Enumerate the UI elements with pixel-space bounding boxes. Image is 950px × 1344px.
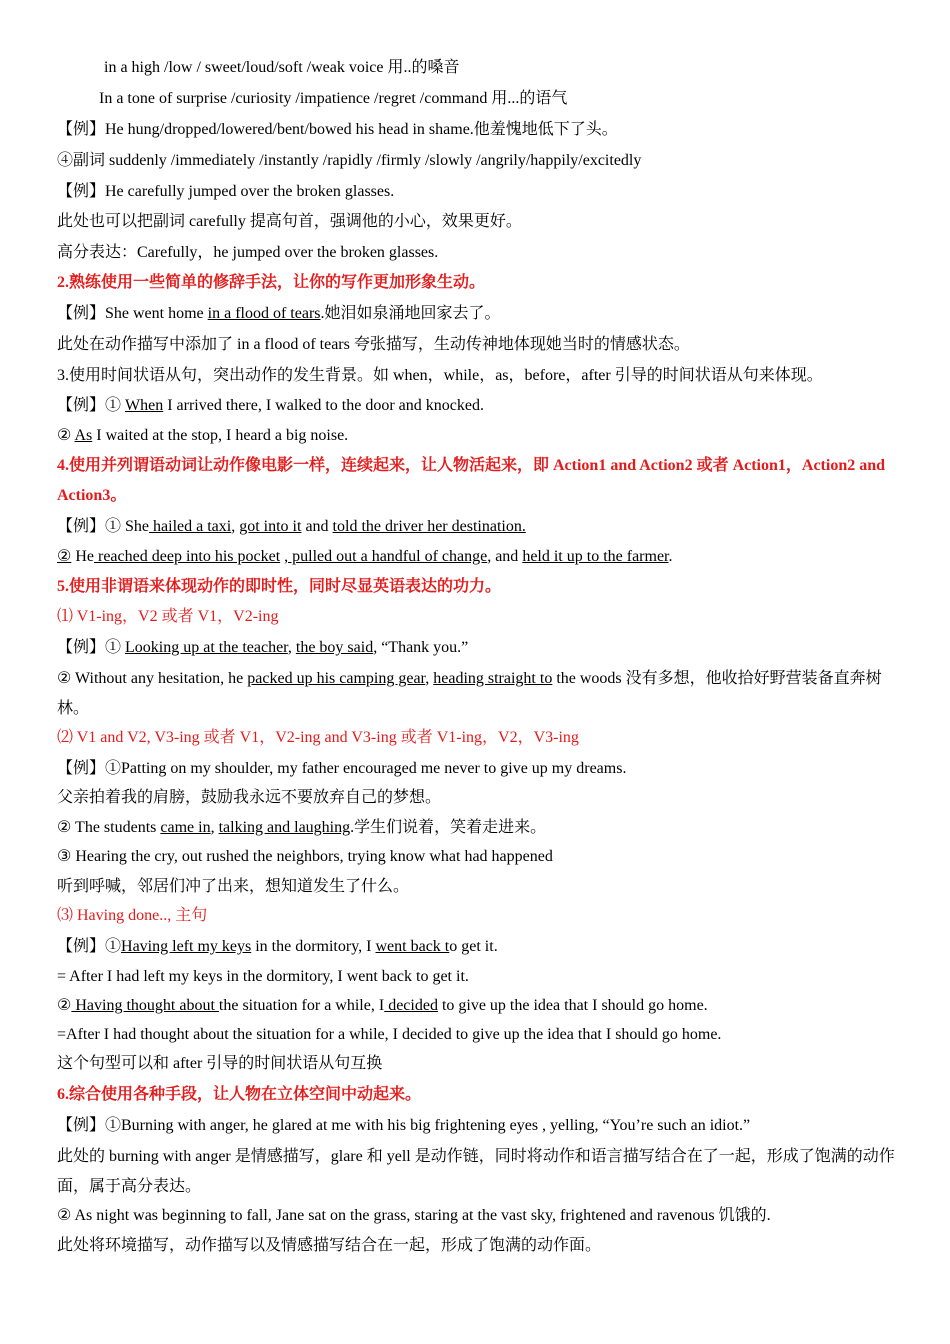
- text-segment: ② Without any hesitation, he: [57, 670, 248, 687]
- example-as-line: [57, 421, 897, 451]
- text-segment: 【例】①: [57, 639, 126, 656]
- underlined-phrase: talking and laughing: [218, 819, 351, 836]
- subsection-3-heading: ⑶ Having done.., 主句: [57, 907, 208, 924]
- thought-equivalent-line: =After I had thought about the situation for a while, I decided to give up the idea that I should go home.: [57, 1026, 722, 1043]
- text-segment: 【例】①: [57, 938, 122, 955]
- underlined-phrase: went back t: [375, 938, 450, 955]
- text-segment: , and: [487, 548, 523, 565]
- anger-note-line: 此处的 burning with anger 是情感描写，glare 和 yell 是动作链，同时将动作和语言描写结合在了一起，形成了饱满的动作面，属于高分表达。: [57, 1148, 895, 1195]
- text-segment: 【例】① She: [57, 518, 150, 535]
- section-5-heading: 5.使用非谓语来体现动作的即时性，同时尽显英语表达的功力。: [57, 578, 502, 595]
- keys-equivalent-line: = After I had left my keys in the dormitory, I went back to get it.: [57, 968, 469, 985]
- section-2-heading: 2.熟练使用一些简单的修辞手法，让你的写作更加形象生动。: [57, 274, 486, 291]
- text-segment: the situation for a while, I: [218, 997, 385, 1014]
- interchange-note-line: 这个句型可以和 after 引导的时间状语从句互换: [57, 1055, 383, 1072]
- underlined-phrase: told the driver her destination.: [332, 518, 526, 535]
- text-segment: ,: [425, 670, 434, 687]
- example-students-line: [57, 813, 897, 843]
- text-segment: ②: [57, 427, 75, 444]
- night-note-line: 此处将环境描写，动作描写以及情感描写结合在一起，形成了饱满的动作面。: [57, 1237, 602, 1254]
- underlined-phrase: got into it: [239, 518, 302, 535]
- adverb-list-line: ④副词 suddenly /immediately /instantly /rapidly /firmly /slowly /angrily/happily/excitedly: [57, 152, 642, 169]
- example-neighbors-line: ③ Hearing the cry, out rushed the neighbors, trying know what had happened: [57, 848, 553, 865]
- example-teacher-line: [57, 633, 897, 663]
- text-segment: in the dormitory, I: [251, 938, 376, 955]
- text-segment: ②: [57, 997, 72, 1014]
- flood-note-line: 此处在动作描写中添加了 in a flood of tears 夸张描写，生动传神地体现她当时的情感状态。: [57, 336, 690, 353]
- underlined-phrase: held it up to the farmer: [522, 548, 669, 565]
- example-carefully-line: 【例】He carefully jumped over the broken glasses.: [57, 183, 395, 200]
- shoulder-translation-line: 父亲拍着我的肩膀，鼓励我永远不要放弃自己的梦想。: [57, 789, 442, 806]
- underlined-phrase: Looking up at the teacher: [125, 639, 288, 656]
- text-segment: to give up the idea that I should go home.: [437, 997, 708, 1014]
- text-segment: I waited at the stop, I heard a big noise.: [92, 427, 349, 444]
- section-3-heading: 3.使用时间状语从句，突出动作的发生背景。如 when，while，as，before，after 引导的时间状语从句来体现。: [57, 367, 823, 384]
- example-keys-line: [57, 932, 897, 962]
- example-pocket-line: [57, 542, 897, 572]
- text-segment: ,: [210, 819, 219, 836]
- underlined-phrase: in a flood of tears: [207, 305, 321, 322]
- text-segment: the woods 没有多想，他收拾好野营装备直奔树林。: [57, 670, 882, 717]
- text-segment: I arrived there, I walked to the door and knocked.: [163, 397, 484, 414]
- adverb-note-line: 此处也可以把副词 carefully 提高句首，强调他的小心，效果更好。: [57, 213, 522, 230]
- underlined-phrase: Having left my keys: [121, 938, 252, 955]
- text-segment: o get it.: [449, 938, 498, 955]
- text-segment: ② The students: [57, 819, 161, 836]
- high-score-line: 高分表达：Carefully，he jumped over the broken glasses.: [57, 244, 439, 261]
- subsection-2-heading: ⑵ V1 and V2, V3-ing 或者 V1，V2-ing and V3-ing 或者 V1-ing，V2，V3-ing: [57, 729, 579, 746]
- underlined-phrase: reached deep into his pocket: [94, 548, 281, 565]
- text-segment: ,: [231, 518, 240, 535]
- underlined-phrase: heading straight to: [433, 670, 553, 687]
- example-thought-line: [57, 991, 897, 1021]
- text-segment: , “Thank you.”: [373, 639, 469, 656]
- example-flood-line: [57, 299, 897, 329]
- neighbors-translation-line: 听到呼喊，邻居们冲了出来，想知道发生了什么。: [57, 878, 410, 895]
- underlined-phrase: , pulled out a handful of change: [284, 548, 488, 565]
- underlined-phrase: packed up his camping gear: [247, 670, 426, 687]
- text-segment: 【例】She went home: [57, 305, 208, 322]
- subsection-1-heading: ⑴ V1-ing，V2 或者 V1，V2-ing: [57, 608, 279, 625]
- example-camping-line: [57, 664, 897, 724]
- section-4-heading: 4.使用并列谓语动词让动作像电影一样，连续起来，让人物活起来，即 Action1 and Action2 或者 Action1，Action2 and Action3。: [57, 457, 886, 504]
- text-segment: .: [668, 548, 673, 565]
- underlined-phrase: ②: [57, 548, 72, 565]
- underlined-phrase: the boy said: [295, 639, 374, 656]
- underlined-phrase: came in: [160, 819, 211, 836]
- underlined-phrase: hailed a taxi: [149, 518, 232, 535]
- underlined-phrase: decided: [384, 997, 438, 1014]
- underlined-phrase: Having thought about: [71, 997, 219, 1014]
- example-shoulder-line: 【例】①Patting on my shoulder, my father encouraged me never to give up my dreams.: [57, 760, 627, 777]
- example-head-line: 【例】He hung/dropped/lowered/bent/bowed his head in shame.他羞愧地低下了头。: [57, 121, 618, 138]
- underlined-phrase: When: [125, 397, 164, 414]
- text-segment: ,: [287, 639, 296, 656]
- text-segment: 【例】①: [57, 397, 126, 414]
- text-segment: He: [71, 548, 94, 565]
- example-night-line: ② As night was beginning to fall, Jane sat on the grass, staring at the vast sky, frightened and ravenous 饥饿的.: [57, 1207, 771, 1224]
- section-6-heading: 6.综合使用各种手段，让人物在立体空间中动起来。: [57, 1086, 422, 1103]
- voice-phrase-line: in a high /low / sweet/loud/soft /weak voice 用..的嗓音: [104, 59, 460, 76]
- tone-phrase-line: In a tone of surprise /curiosity /impatience /regret /command 用...的语气: [99, 90, 568, 107]
- text-segment: and: [301, 518, 333, 535]
- example-when-line: [57, 391, 897, 421]
- text-segment: .她泪如泉涌地回家去了。: [320, 305, 501, 322]
- example-taxi-line: [57, 512, 897, 542]
- example-anger-line: 【例】①Burning with anger, he glared at me with his big frightening eyes , yelling, “You’re such an idiot.”: [57, 1117, 751, 1134]
- text-segment: .学生们说着，笑着走进来。: [350, 819, 547, 836]
- underlined-phrase: As: [74, 427, 93, 444]
